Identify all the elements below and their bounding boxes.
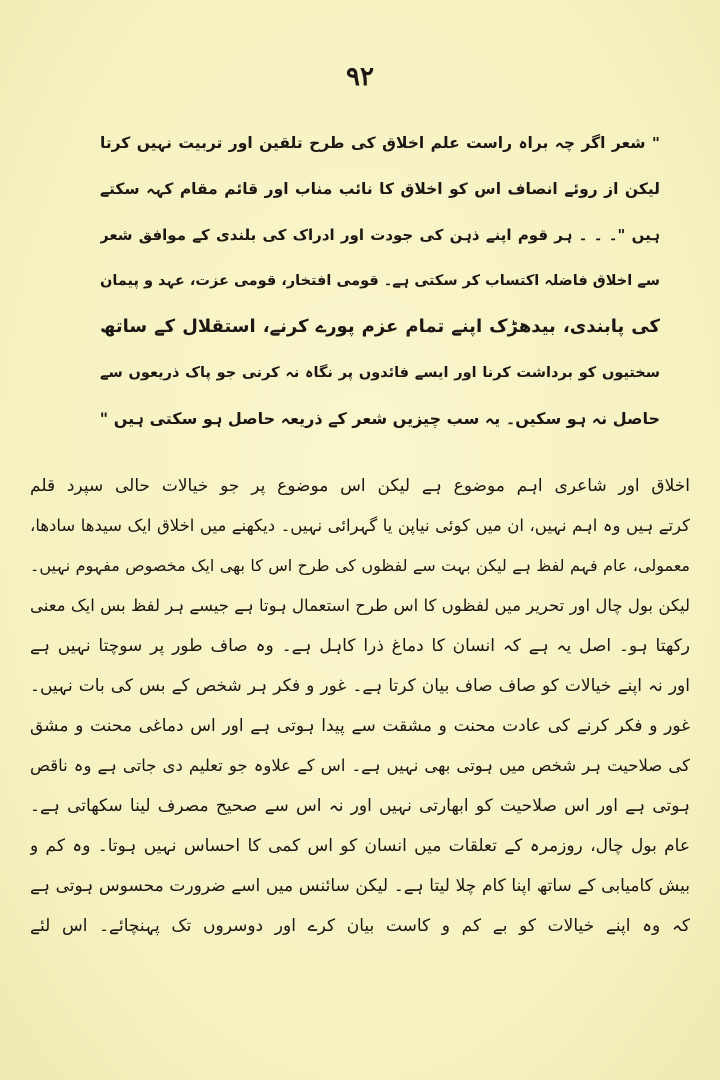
body-line: معمولی، عام فہم لفظ ہے لیکن بہت سے لفظوں کی طرح اس کا بھی ایک مخصوص مفہوم نہیں۔ (30, 556, 690, 575)
body-line: اخلاق اور شاعری اہم موضوع ہے لیکن اس موضوع پر جو خیالات حالی سپرد قلم (30, 476, 690, 496)
body-line: لیکن بول چال اور تحریر میں لفظوں کا اس طرح استعمال ہوتا ہے جیسے ہر لفظ بس ایک معنی (30, 596, 690, 615)
body-line: اور نہ اپنے خیالات کو صاف صاف بیان کرتا ہے۔ غور و فکر ہر شخص کے بس کی بات نہیں۔ (30, 676, 690, 696)
body-line: بیش کامیابی کے ساتھ اپنا کام چلا لیتا ہے۔ لیکن سائنس میں اسے ضرورت محسوس ہوتی ہے (30, 876, 690, 896)
quoted-passage (100, 120, 660, 442)
quote-line: لیکن از روئے انصاف اس کو اخلاق کا نائب مناب اور قائم مقام کہہ سکتے (100, 180, 660, 198)
quote-line: ہیں "۔ ۔ ۔ ہر قوم اپنے ذہن کی جودت اور ادراک کی بلندی کے موافق شعر (100, 226, 660, 244)
quote-line: حاصل نہ ہو سکیں۔ یہ سب چیزیں شعر کے ذریعہ حاصل ہو سکتی ہیں " (100, 409, 660, 428)
body-line: عام بول چال، روزمرہ کے تعلقات میں انسان کو اس کمی کا احساس نہیں ہوتا۔ وہ کم و (30, 836, 690, 856)
page-number: ۹۲ (346, 62, 374, 92)
quote-line: کی پابندی، بیدھڑک اپنے تمام عزم پورے کرنے، استقلال کے ساتھ (100, 316, 660, 337)
body-line: کہ وہ اپنے خیالات کو بے کم و کاست بیان کرے اور دوسروں تک پہنچائے۔ اس لئے (30, 916, 690, 936)
quote-line: " شعر اگر چہ براہ راست علم اخلاق کی طرح تلقین اور تربیت نہیں کرتا (100, 134, 660, 152)
quote-line: سختیوں کو برداشت کرنا اور ایسے فائدوں پر نگاہ نہ کرنی جو پاک ذریعوں سے (100, 365, 660, 381)
body-line: غور و فکر کرنے کی عادت محنت و مشقت سے پیدا ہوتی ہے اور اس دماغی محنت و مشق (30, 716, 690, 736)
body-line: کرتے ہیں وہ اہم نہیں، ان میں کوئی نیاپن یا گہرائی نہیں۔ دیکھنے میں اخلاق ایک سیدھا سادھا، (30, 516, 690, 535)
body-text (30, 466, 690, 946)
quote-line: سے اخلاق فاضلہ اکتساب کر سکتی ہے۔ قومی افتخار، قومی عزت، عہد و پیمان (100, 273, 660, 289)
body-line: ہوتی ہے اور اس صلاحیت کو ابھارتی نہیں اور نہ اس سے صحیح مصرف لینا سکھاتی ہے۔ (30, 796, 690, 816)
body-line: کی صلاحیت ہر شخص میں ہوتی بھی نہیں ہے۔ اس کے علاوہ جو تعلیم دی جاتی ہے وہ ناقص (30, 756, 690, 775)
body-line: رکھتا ہو۔ اصل یہ ہے کہ انسان کا دماغ ذرا کاہل ہے۔ وہ صاف طور پر سوچتا نہیں ہے (30, 636, 690, 656)
